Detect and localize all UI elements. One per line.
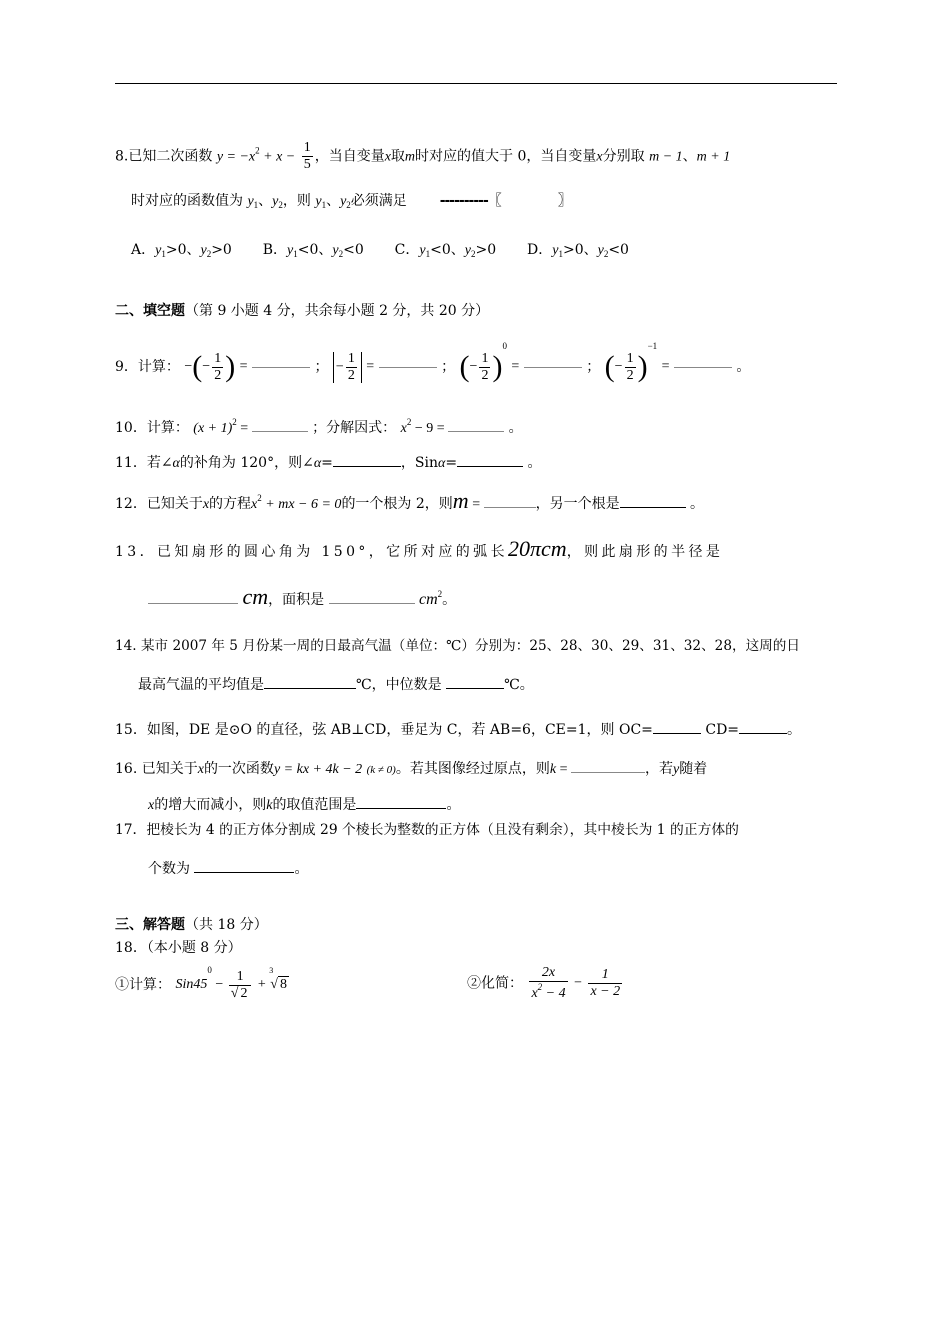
question-14-line-2: 最高气温的平均值是 ℃，中位数是 ℃。	[138, 677, 534, 693]
answer-blank-2[interactable]	[379, 367, 437, 368]
question-17-line-2: 个数为 。	[148, 861, 309, 877]
text: 17．把棱长为 4 的正方体分割成 29 个棱长为整数的正方体（且没有剩余），其中棱长为 1 的正方体的	[115, 822, 739, 838]
question-18-header	[115, 941, 242, 955]
question-8-options	[131, 243, 629, 259]
question-17-line-1	[115, 824, 739, 838]
question-14-line-1	[115, 640, 800, 654]
question-13-line-1	[115, 538, 723, 560]
m-minus-1: m − 1	[649, 149, 683, 165]
section-title: 三、解答题	[115, 917, 185, 933]
alpha: α	[172, 456, 180, 471]
text: 13．已知扇形的圆心角为 150°，它所对应的弧长	[115, 544, 508, 560]
answer-blank-1[interactable]	[252, 367, 310, 368]
answer-blank-1[interactable]	[264, 688, 356, 689]
text: 个数为	[148, 861, 190, 877]
sin-term: Sin45	[175, 977, 208, 992]
text: 最高气温的平均值是	[138, 677, 264, 693]
part-label: ①计算：	[115, 977, 171, 993]
y1: y	[315, 194, 322, 209]
answer-blank-1[interactable]	[333, 466, 401, 467]
variable-x: x	[384, 149, 391, 165]
question-note: （本小题 8 分）	[146, 940, 242, 956]
text: ，当自变量	[314, 148, 385, 165]
answer-blank-3[interactable]	[524, 367, 582, 368]
question-number: 10．计算：	[115, 420, 189, 436]
section-title: 二、填空题	[115, 303, 185, 319]
fraction: $\frac{1}{√ 2}$	[229, 970, 252, 1001]
fraction: $\frac{1}{2}$	[214, 350, 222, 383]
text: 的补角为 120°，则∠	[179, 455, 314, 471]
text: 12．已知关于	[115, 496, 203, 512]
dash-leader: ----------	[439, 193, 488, 209]
answer-blank-2[interactable]	[329, 603, 415, 604]
y2: y	[272, 194, 279, 209]
text: ，面积是	[268, 592, 325, 608]
answer-bracket-right: 〗	[557, 193, 572, 209]
answer-blank-1[interactable]	[571, 772, 645, 773]
separator: 、	[682, 148, 697, 165]
separator: 、	[258, 193, 273, 209]
numerator: 1	[303, 140, 311, 155]
answer-blank-1[interactable]	[252, 431, 308, 432]
variable-m: m	[452, 488, 469, 513]
equation: x	[251, 497, 258, 512]
y1: y	[247, 194, 254, 209]
question-18-part-2: ②化简： $\frac{2x}{x^2 - 4}$ − $\frac{1}{x - 2}$	[467, 965, 621, 1001]
expression: x	[400, 421, 407, 436]
question-16-line-1: 16. 已知关于x的一次函数y = kx + 4k − 2 (k ≠ 0)。若其图像经过原点，则k = ，若y随着	[115, 761, 708, 777]
m-plus-1: m + 1	[696, 149, 731, 165]
part-label: ②化简：	[467, 975, 523, 992]
denominator: 5	[303, 157, 311, 172]
function-expression: y = −x	[216, 149, 256, 165]
variable-x: x	[596, 149, 603, 165]
answer-blank[interactable]	[194, 872, 294, 873]
question-10: 10．计算： $(x + 1)^2$ = ；分解因式： $x^2 - 9$ = 。	[115, 417, 523, 436]
answer-blank-1[interactable]	[148, 603, 238, 604]
answer-blank-cd[interactable]	[739, 733, 787, 734]
text: 时对应的值大于 0，当自变量	[415, 148, 597, 165]
answer-blank-2[interactable]	[448, 431, 504, 432]
text: 取	[390, 148, 405, 165]
equation: + mx − 6 = 0	[261, 497, 342, 512]
variable-x: x	[202, 497, 210, 512]
section-3-heading	[115, 918, 268, 932]
unit-cm: cm	[242, 584, 269, 609]
question-9: 9．计算： −(− $\frac{1}{2}$ ) = ； − $\frac{1}{2}$ = ； (− $\frac{1}{2}$ )$^0$ = ； (− $\frac{1}{2}$ )$^{-1}$ = 。	[115, 341, 751, 383]
absolute-value: − $\frac{1}{2}$	[333, 352, 362, 383]
text: 14. 某市 2007 年 5 月份某一周的日最高气温（单位：℃）分别为：25、28、30、29、31、32、28，这周的日	[115, 638, 800, 654]
text: ；分解因式：	[312, 420, 397, 436]
question-18-part-1: ①计算： $Sin45^0$ − $\frac{1}{√ 2}$ + $^3$√ 8	[115, 965, 287, 1001]
answer-blank-4[interactable]	[674, 367, 732, 368]
question-8-line-2: 时对应的函数值为 $y_1$、$y_2$，则 $y_1$、$y_2$必须满足 ----------〖 〗	[131, 193, 572, 210]
answer-blank-2[interactable]	[620, 507, 686, 508]
answer-blank-1[interactable]	[484, 507, 536, 508]
text: 15．如图，DE 是⊙O 的直径，弦 AB⊥CD，垂足为 C，若 AB=6，CE=1，则 OC=	[115, 722, 653, 738]
fraction	[302, 141, 313, 172]
option-d[interactable]: D．$y_1>0$、$y_2<0$	[527, 242, 629, 259]
text: ，则此扇形的半径是	[566, 544, 724, 560]
question-number: 8.	[115, 148, 129, 165]
unit-cm2: cm	[419, 591, 438, 608]
variable-m: m	[404, 149, 416, 165]
text: 分别取	[602, 148, 645, 165]
answer-blank-2[interactable]	[446, 688, 504, 689]
text: 时对应的函数值为	[131, 193, 243, 209]
function-expression: y = kx + 4k − 2	[273, 762, 363, 777]
question-15: 15．如图，DE 是⊙O 的直径，弦 AB⊥CD，垂足为 C，若 AB=6，CE=1，则 OC= CD= 。	[115, 722, 802, 738]
answer-blank-2[interactable]	[356, 808, 446, 809]
question-13-line-2: cm，面积是 $cm^2$。	[148, 586, 456, 608]
answer-blank-2[interactable]	[457, 466, 523, 467]
option-a[interactable]: A．$y_1>0$、$y_2>0$	[131, 242, 232, 259]
function-expression: + x −	[259, 149, 296, 165]
text: 16. 已知关于	[115, 761, 198, 777]
question-11: 11．若∠α的补角为 120°，则∠α= ，Sinα= 。	[115, 455, 542, 471]
option-b[interactable]: B．$y_1<0$、$y_2<0$	[262, 242, 364, 259]
text: 已知二次函数	[128, 148, 213, 165]
answer-bracket-left: 〖	[487, 193, 502, 209]
question-number: 9．计算：	[115, 359, 180, 375]
exponent: 2	[255, 145, 260, 156]
question-8-line-1	[115, 141, 730, 172]
answer-blank-oc[interactable]	[653, 733, 701, 734]
y2: y	[340, 194, 347, 209]
question-number: 18．	[115, 940, 147, 956]
fraction-1: $\frac{2x}{x^2 - 4}$	[531, 965, 566, 1001]
fraction-2: $\frac{1}{x - 2}$	[590, 967, 621, 999]
text: 必须满足	[350, 193, 407, 209]
question-16-line-2: x的增大而减小，则k的取值范围是 。	[148, 797, 461, 813]
header-rule	[115, 83, 837, 84]
condition: (k ≠ 0)	[366, 764, 396, 776]
text: 11．若∠	[115, 455, 173, 471]
question-12: 12．已知关于x的方程$x^2$ + mx − 6 = 0的一个根为 2，则m = ，另一个根是 。	[115, 488, 705, 513]
separator: 、	[326, 193, 341, 209]
section-2-heading	[115, 304, 489, 318]
arc-length: 20πcm	[508, 536, 567, 561]
expression: (x + 1)	[193, 421, 233, 436]
text: ，则	[282, 193, 311, 209]
section-note: （共 18 分）	[185, 917, 268, 933]
option-c[interactable]: C．$y_1<0$、$y_2>0$	[394, 242, 497, 259]
section-note: （第 9 小题 4 分，共余每小题 2 分，共 20 分）	[185, 303, 490, 319]
text: 的方程	[209, 496, 252, 512]
